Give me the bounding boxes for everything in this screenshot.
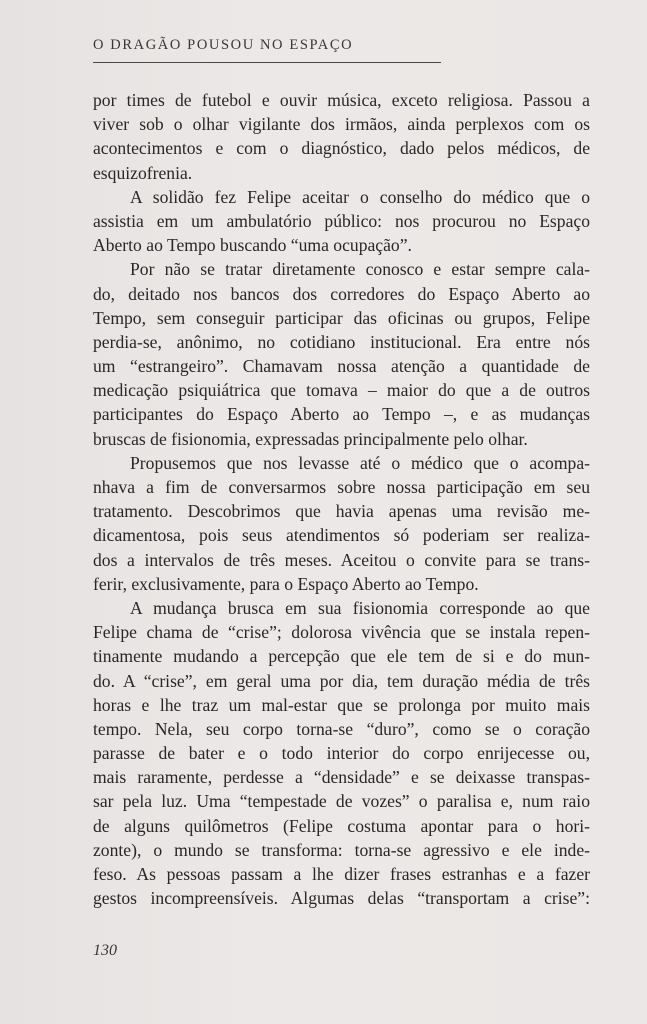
text-line: acontecimentos e com o diagnóstico, dado pelos médicos, de <box>93 138 590 159</box>
text-line: tinamente mudando a percepção que ele tem de si e do mun- <box>93 646 590 667</box>
text-line: nhava a fim de conversarmos sobre nossa participação em seu <box>93 477 590 497</box>
text-line: dicamentosa, pois seus atendimentos só poderiam ser realiza- <box>93 525 590 546</box>
running-header: O DRAGÃO POUSOU NO ESPAÇO <box>93 37 354 53</box>
text-line: bruscas de fisionomia, expressadas principalmente pelo olhar. <box>93 428 528 449</box>
text-line: esquizofrenia. <box>93 162 193 183</box>
text-line: por times de futebol e ouvir música, exceto religiosa. Passou a <box>93 90 590 110</box>
text-line: mais raramente, perdesse a “densidade” e se deixasse transpas- <box>93 767 590 788</box>
text-line: parasse de bater e o todo interior do corpo enrijecesse ou, <box>93 743 590 764</box>
text-line: A mudança brusca em sua fisionomia corresponde ao que <box>130 597 590 618</box>
text-line: tempo. Nela, seu corpo torna-se “duro”, como se o coração <box>93 718 590 739</box>
text-line: Por não se tratar diretamente conosco e estar sempre cala- <box>130 259 590 280</box>
text-line: do, deitado nos bancos dos corredores do Espaço Aberto ao <box>93 283 590 304</box>
text-line: do. A “crise”, em geral uma por dia, tem duração média de três <box>93 670 590 691</box>
header-rule <box>93 62 441 63</box>
body-text <box>93 88 590 910</box>
text-line: Felipe chama de “crise”; dolorosa vivência que se instala repen- <box>93 622 590 643</box>
text-line: horas e lhe traz um mal-estar que se prolonga por muito mais <box>93 694 590 715</box>
text-line: feso. As pessoas passam a lhe dizer frases estranhas e a fazer <box>93 864 590 884</box>
text-line: participantes do Espaço Aberto ao Tempo –, e as mudanças <box>93 404 590 425</box>
text-line: gestos incompreensíveis. Algumas delas “transportam a crise”: <box>93 888 590 909</box>
text-line: dos a intervalos de três meses. Aceitou o convite para se trans- <box>93 549 590 570</box>
text-line: sar pela luz. Uma “tempestade de vozes” o paralisa e, num raio <box>93 791 590 812</box>
text-line: um “estrangeiro”. Chamavam nossa atenção a quantidade de <box>93 356 590 377</box>
text-line: Aberto ao Tempo buscando “uma ocupação”. <box>93 235 412 256</box>
text-line: de alguns quilômetros (Felipe costuma apontar para o hori- <box>93 815 590 836</box>
page-number: 130 <box>93 942 117 959</box>
text-line: medicação psiquiátrica que tomava – maior do que a de outros <box>93 380 590 401</box>
text-line: Propusemos que nos levasse até o médico que o acompa- <box>130 452 590 473</box>
text-line: A solidão fez Felipe aceitar o conselho do médico que o <box>130 186 590 207</box>
text-line: zonte), o mundo se transforma: torna-se agressivo e ele inde- <box>93 839 590 860</box>
text-line: assistia em um ambulatório público: nos procurou no Espaço <box>93 210 590 231</box>
text-line: perdia-se, anônimo, no cotidiano institucional. Era entre nós <box>93 331 590 352</box>
text-line: tratamento. Descobrimos que havia apenas uma revisão me- <box>93 501 590 522</box>
text-line: Tempo, sem conseguir participar das oficinas ou grupos, Felipe <box>93 307 590 328</box>
text-line: viver sob o olhar vigilante dos irmãos, ainda perplexos com os <box>93 114 590 135</box>
text-line: ferir, exclusivamente, para o Espaço Aberto ao Tempo. <box>93 573 479 594</box>
